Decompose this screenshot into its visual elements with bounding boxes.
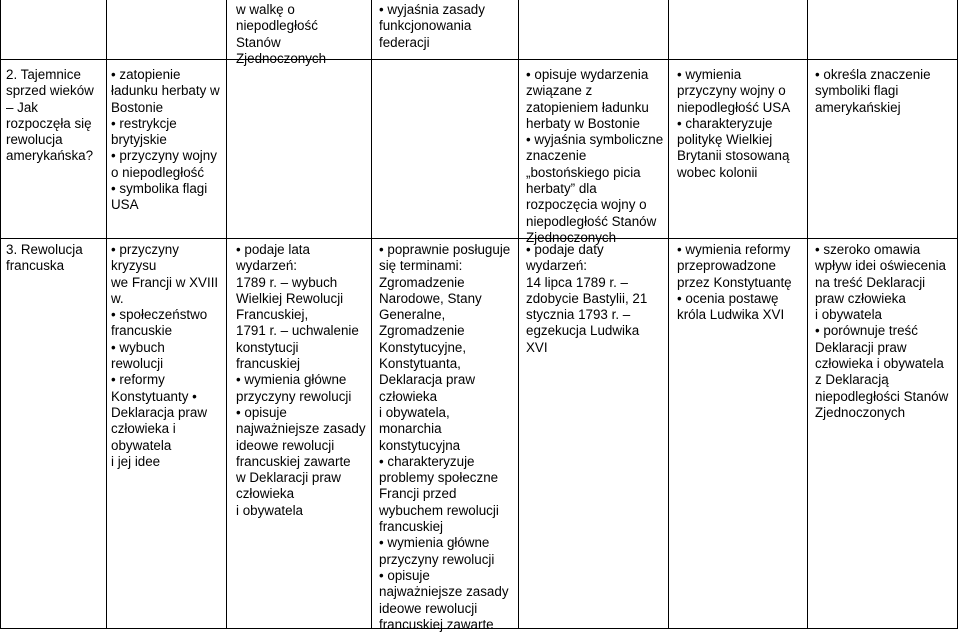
row1-excellent: • określa znaczenie symboliki flagi amerykańskiej [815, 67, 931, 115]
column-divider [371, 0, 372, 629]
row1-very-good: • wymienia przyczyny wojny o niepodległość USA • charakteryzuje politykę Wielkiej Brytanii stosowaną wobec kolonii [677, 67, 791, 180]
row-divider [0, 238, 958, 239]
row2-content: • przyczyny kryzysu we Francji w XVIII w. • społeczeństwo francuskie • wybuch rewolucji • reformy Konstytuanty • Deklaracja praw człowieka i obywatela i jej idee [111, 242, 219, 469]
row2-excellent: • szeroko omawia wpływ idei oświecenia na treść Deklaracji praw człowieka i obywatela • porównuje treść Deklaracji praw człowieka i obywatela z Deklaracją niepodległości Stanów Zjednoczonych [815, 242, 949, 420]
row1-good: • opisuje wydarzenia związane z zatopieniem ładunku herbaty w Bostonie • wyjaśnia symboliczne znaczenie „bostońskiego picia herbaty” dla rozpoczęcia wojny o niepodległość Stanów Zjednoczonych [526, 67, 664, 245]
row2-topic: 3. Rewolucja francuska [6, 242, 83, 274]
row1-content: • zatopienie ładunku herbaty w Bostonie • restrykcje brytyjskie • przyczyny wojny o niepodległość • symbolika flagi USA [111, 67, 220, 213]
table-border-right [957, 0, 958, 629]
column-divider [668, 0, 669, 629]
column-divider [106, 0, 107, 629]
carryover-basic: w walkę o niepodległość Stanów Zjednoczonych [236, 2, 327, 66]
carryover-extended: • wyjaśnia zasady funkcjonowania federacji [379, 2, 485, 50]
column-divider [226, 0, 227, 629]
table-border-left [0, 0, 1, 629]
row-divider [0, 59, 958, 60]
column-divider [807, 0, 808, 629]
row2-good: • podaje daty wydarzeń: 14 lipca 1789 r. – zdobycie Bastylii, 21 stycznia 1793 r. – egzekucja Ludwika XVI [526, 242, 648, 355]
row2-very-good: • wymienia reformy przeprowadzone przez Konstytuantę • ocenia postawę króla Ludwika XVI [677, 242, 792, 323]
row2-extended: • poprawnie posługuje się terminami: Zgromadzenie Narodowe, Stany Generalne, Zgromadzenie Konstytucyjne, Konstytuanta, Deklaracja praw człowieka i obywatela, monarchia konstytucyjna • charakteryzuje problemy społeczne Francji przed wybuchem rewolucji francuskiej • wymienia główne przyczyny rewolucji • opisuje najważniejsze zasady ideowe rewolucji francuskiej zawarte [379, 242, 511, 632]
column-divider [518, 0, 519, 629]
row1-topic: 2. Tajemnice sprzed wieków – Jak rozpoczęła się rewolucja amerykańska? [6, 67, 94, 164]
row2-basic: • podaje lata wydarzeń: 1789 r. – wybuch Wielkiej Rewolucji Francuskiej, 1791 r. – uchwalenie konstytucji francuskiej • wymienia główne przyczyny rewolucji • opisuje najważniejsze zasady ideowe rewolucji francuskiej zawarte w Deklaracji praw człowieka i obywatela [236, 242, 366, 518]
